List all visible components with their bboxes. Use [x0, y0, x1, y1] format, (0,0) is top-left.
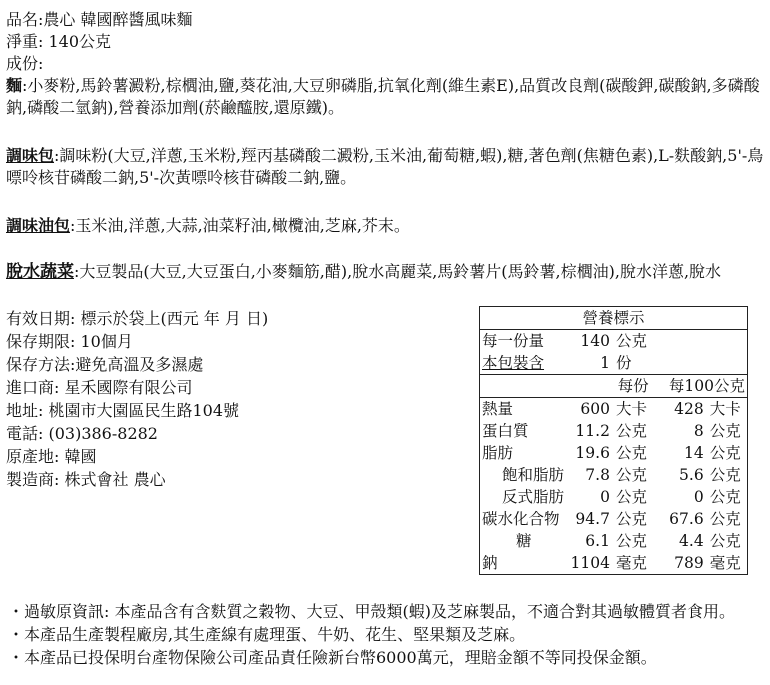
notes-section	[8, 600, 766, 669]
per-100g-unit: 公克	[709, 422, 741, 440]
per-100g-value: 14	[683, 444, 704, 462]
per-100g-unit: 公克	[709, 444, 741, 462]
per-100g-unit: 公克	[709, 532, 741, 550]
nutrient-name: 脂肪	[482, 444, 514, 462]
per-100g-value: 428	[674, 400, 704, 418]
product-info-list	[6, 307, 476, 491]
per-100g-unit: 公克	[709, 510, 741, 528]
storage-method: 保存方法:避免高溫及多濕處	[6, 355, 204, 374]
nutrient-name: 糖	[516, 532, 532, 550]
importer: 進口商: 星禾國際有限公司	[6, 378, 193, 397]
dried-vegetable-ingredients	[6, 261, 764, 283]
per-serving-unit: 大卡	[615, 400, 647, 418]
origin: 原產地: 韓國	[6, 447, 97, 466]
seasoning-packet-ingredients	[6, 145, 764, 189]
per-100g-unit: 公克	[709, 488, 741, 506]
per-serving-unit: 毫克	[615, 554, 647, 572]
per-serving-unit: 公克	[615, 488, 647, 506]
per-serving-unit: 公克	[615, 422, 647, 440]
nutrient-name: 熱量	[482, 400, 514, 418]
manufacturer: 製造商: 株式會社 農心	[6, 470, 166, 489]
serving-size-value: 140	[580, 332, 610, 350]
shelf-life: 保存期限: 10個月	[6, 332, 133, 351]
production-line-note: ・本產品生產製程廠房,其生產線有處理蛋、牛奶、花生、堅果類及芝麻。	[8, 625, 526, 644]
nutrition-facts-table	[479, 306, 748, 575]
noodle-text: :小麥粉,馬鈴薯澱粉,棕櫚油,鹽,葵花油,大豆卵磷脂,抗氧化劑(維生素E),品質改良劑(碳酸鉀,碳酸鈉,多磷酸鈉,磷酸二氫鈉),營養添加劑(菸鹼醯胺,還原鐵)。	[6, 76, 760, 117]
veg-label: 脫水蔬菜	[6, 262, 74, 282]
ingredients-heading: 成份:	[6, 54, 44, 73]
serving-size-label: 每一份量	[482, 332, 545, 350]
per-serving-value: 1104	[570, 554, 610, 572]
allergen-note: ・過敏原資訊: 本產品含有含麩質之穀物、大豆、甲殼類(蝦)及芝麻製品，不適合對其過敏體質者食用。	[8, 602, 735, 621]
per-100g-unit: 大卡	[709, 400, 741, 418]
expiry-date: 有效日期: 標示於袋上(西元 年 月 日)	[6, 309, 269, 328]
seasoning-label: 調味包	[6, 146, 55, 165]
per-serving-value: 11.2	[575, 422, 610, 440]
nutrient-row	[480, 398, 748, 421]
col-per-100g: 每100公克	[668, 377, 745, 395]
product-name: 品名:農心 韓國醉醬風味麵	[6, 10, 193, 29]
per-100g-value: 0	[693, 488, 704, 506]
servings-per-pack-value: 1	[600, 354, 610, 372]
nutrient-name: 飽和脂肪	[502, 466, 565, 484]
nutrient-row	[480, 464, 748, 486]
per-serving-unit: 公克	[615, 532, 647, 550]
noodle-ingredients	[6, 75, 764, 119]
per-serving-unit: 公克	[615, 444, 647, 462]
nutrient-row	[480, 486, 748, 508]
per-100g-value: 4.4	[679, 532, 704, 550]
per-100g-unit: 毫克	[709, 554, 741, 572]
nutrient-row	[480, 530, 748, 552]
address: 地址: 桃園市大園區民生路104號	[6, 401, 240, 420]
per-serving-value: 0	[600, 488, 610, 506]
servings-per-pack-label: 本包裝含	[482, 354, 545, 372]
servings-per-pack-unit: 份	[615, 354, 632, 372]
nutrient-name: 碳水化合物	[482, 510, 560, 528]
per-100g-value: 789	[674, 554, 704, 572]
nutrient-row	[480, 420, 748, 442]
product-header-section	[6, 9, 764, 119]
net-weight: 淨重: 140公克	[6, 32, 112, 51]
per-serving-value: 6.1	[585, 532, 610, 550]
per-serving-unit: 公克	[615, 466, 647, 484]
phone: 電話: (03)386-8282	[6, 424, 158, 443]
col-per-serving: 每份	[617, 377, 649, 395]
nutrient-name: 鈉	[482, 554, 498, 572]
per-100g-unit: 公克	[709, 466, 741, 484]
per-serving-value: 94.7	[575, 510, 610, 528]
nutrient-row	[480, 508, 748, 530]
oil-label: 調味油包	[6, 216, 71, 235]
per-serving-value: 19.6	[575, 444, 610, 462]
veg-text: :大豆製品(大豆,大豆蛋白,小麥麵筋,醋),脫水高麗菜,馬鈴薯片(馬鈴薯,棕櫚油),脫水洋蔥,脫水	[74, 262, 722, 281]
per-100g-value: 67.6	[669, 510, 704, 528]
oil-packet-ingredients	[6, 215, 764, 237]
nutrient-name: 蛋白質	[482, 422, 529, 440]
per-100g-value: 8	[693, 422, 704, 440]
oil-text: :玉米油,洋蔥,大蒜,油菜籽油,橄欖油,芝麻,芥末。	[70, 216, 410, 235]
serving-size-unit: 公克	[615, 332, 647, 350]
per-100g-value: 5.6	[679, 466, 704, 484]
nutrient-name: 反式脂肪	[502, 488, 565, 506]
seasoning-text: :調味粉(大豆,洋蔥,玉米粉,羥丙基磷酸二澱粉,玉米油,葡萄糖,蝦),糖,著色劑(焦糖色素),L-麩酸鈉,5'-鳥嘌呤核苷磷酸二鈉,5'-次黃嘌呤核苷磷酸二鈉,鹽。	[6, 146, 764, 187]
nutrient-row	[480, 442, 748, 464]
noodle-label: 麵	[6, 76, 23, 95]
per-serving-unit: 公克	[615, 510, 647, 528]
per-serving-value: 7.8	[585, 466, 610, 484]
nutrition-title: 營養標示	[582, 309, 645, 327]
nutrient-row	[480, 552, 748, 575]
insurance-note: ・本產品已投保明台產物保險公司產品責任險新台幣6000萬元，理賠金額不等同投保金額。	[8, 648, 657, 667]
per-serving-value: 600	[580, 400, 610, 418]
